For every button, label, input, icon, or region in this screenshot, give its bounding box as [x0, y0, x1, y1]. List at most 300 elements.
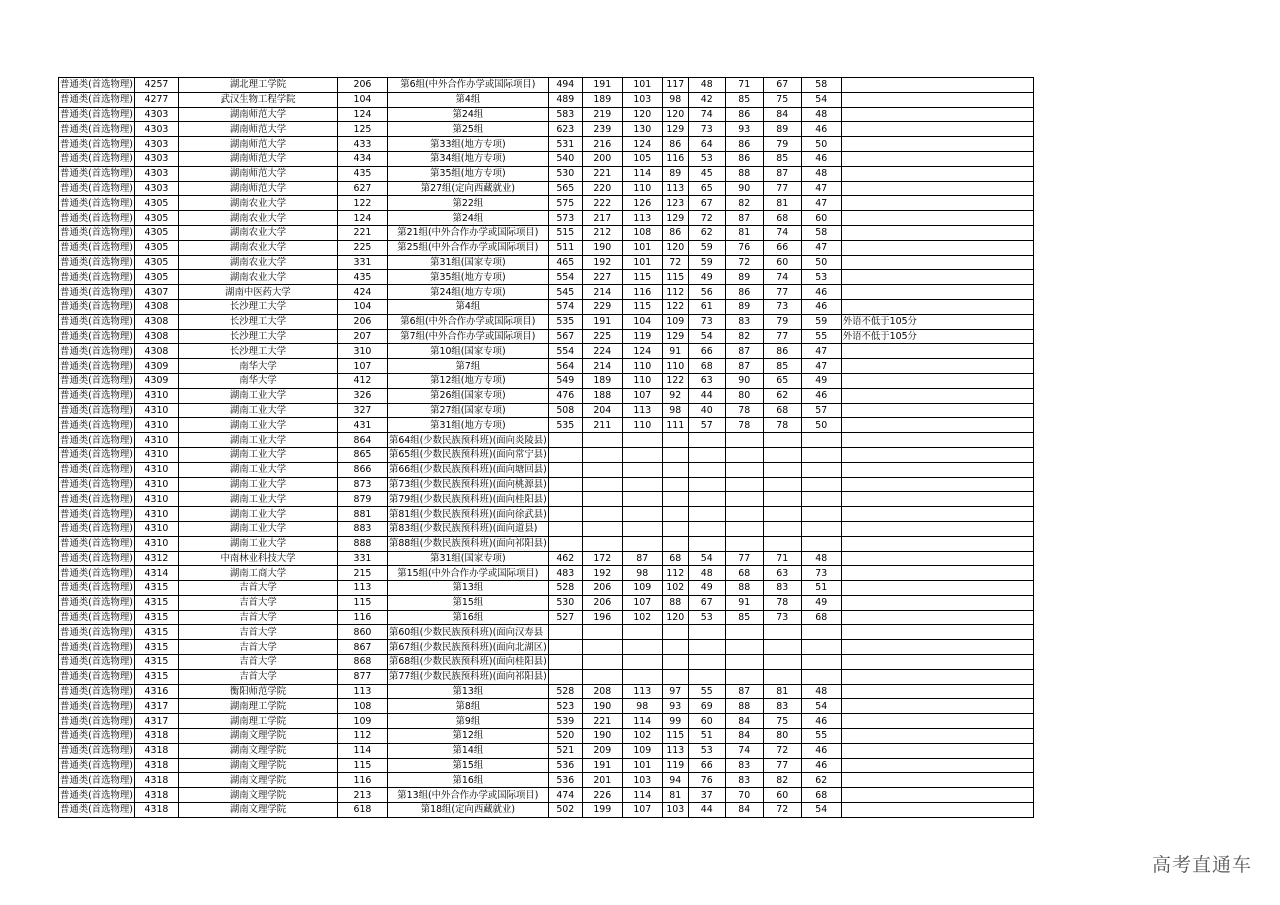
cell-score-4: 81	[662, 788, 688, 803]
cell-total-score: 474	[548, 788, 582, 803]
cell-total-score	[548, 433, 582, 448]
cell-school-code: 4310	[134, 403, 178, 418]
cell-group-code: 879	[337, 492, 387, 507]
cell-score-4: 86	[662, 137, 688, 152]
table-row	[59, 137, 1034, 152]
cell-score-4	[662, 507, 688, 522]
cell-remark: 外语不低于105分	[841, 314, 1033, 329]
cell-chinese-math-eng: 192	[582, 255, 622, 270]
cell-score-6	[725, 433, 763, 448]
cell-score-5: 53	[688, 610, 725, 625]
cell-score-7: 83	[763, 699, 801, 714]
cell-score-3	[622, 536, 662, 551]
cell-remark	[841, 699, 1033, 714]
cell-chinese-math-eng: 191	[582, 314, 622, 329]
cell-score-8	[801, 477, 841, 492]
cell-group-name: 第35组(地方专项)	[387, 166, 548, 181]
table-row	[59, 521, 1034, 536]
cell-chinese-math-eng: 221	[582, 714, 622, 729]
cell-score-3: 108	[622, 225, 662, 240]
cell-group-code: 431	[337, 418, 387, 433]
cell-school-name: 中南林业科技大学	[178, 551, 337, 566]
cell-score-7	[763, 669, 801, 684]
cell-school-name: 湖南农业大学	[178, 211, 337, 226]
cell-group-name: 第4组	[387, 299, 548, 314]
table-row	[59, 225, 1034, 240]
cell-school-code: 4318	[134, 788, 178, 803]
table-row	[59, 344, 1034, 359]
cell-score-4: 119	[662, 758, 688, 773]
cell-total-score: 527	[548, 610, 582, 625]
cell-score-3: 119	[622, 329, 662, 344]
cell-remark	[841, 714, 1033, 729]
table-row	[59, 669, 1034, 684]
cell-total-score	[548, 507, 582, 522]
cell-score-7: 72	[763, 803, 801, 818]
cell-score-3: 110	[622, 418, 662, 433]
cell-group-code: 326	[337, 388, 387, 403]
cell-school-code: 4308	[134, 299, 178, 314]
cell-school-name: 湖南工业大学	[178, 507, 337, 522]
cell-chinese-math-eng: 199	[582, 803, 622, 818]
cell-remark	[841, 507, 1033, 522]
cell-group-name: 第8组	[387, 699, 548, 714]
cell-category: 普通类(首选物理)	[60, 197, 133, 209]
cell-group-code: 873	[337, 477, 387, 492]
cell-school-code: 4315	[134, 640, 178, 655]
cell-score-8: 49	[801, 595, 841, 610]
table-row	[59, 788, 1034, 803]
cell-chinese-math-eng: 191	[582, 758, 622, 773]
cell-score-7: 62	[763, 388, 801, 403]
cell-category: 普通类(首选物理)	[60, 686, 133, 698]
cell-remark	[841, 551, 1033, 566]
cell-school-name: 湖南师范大学	[178, 137, 337, 152]
cell-remark	[841, 299, 1033, 314]
cell-group-name: 第79组(少数民族预科班)(面向桂阳县)	[388, 493, 547, 505]
cell-group-code: 207	[337, 329, 387, 344]
table-row	[59, 803, 1034, 818]
cell-group-code: 124	[337, 211, 387, 226]
cell-score-6	[725, 640, 763, 655]
cell-school-code: 4303	[134, 122, 178, 137]
cell-score-5: 59	[688, 255, 725, 270]
cell-total-score	[548, 655, 582, 670]
cell-school-name: 吉首大学	[178, 610, 337, 625]
cell-total-score: 536	[548, 773, 582, 788]
cell-remark	[841, 388, 1033, 403]
cell-score-5: 56	[688, 285, 725, 300]
cell-school-name: 湖南中医药大学	[178, 285, 337, 300]
table-row	[59, 743, 1034, 758]
cell-group-name: 第7组	[387, 359, 548, 374]
cell-group-code: 115	[337, 758, 387, 773]
cell-school-name: 长沙理工大学	[178, 314, 337, 329]
table-row	[59, 122, 1034, 137]
cell-group-code: 116	[337, 610, 387, 625]
cell-score-4: 117	[662, 78, 688, 93]
cell-score-6: 78	[725, 403, 763, 418]
table-row	[59, 418, 1034, 433]
cell-score-5	[688, 477, 725, 492]
cell-chinese-math-eng: 214	[582, 285, 622, 300]
cell-chinese-math-eng: 229	[582, 299, 622, 314]
cell-score-3: 110	[622, 373, 662, 388]
cell-total-score: 554	[548, 344, 582, 359]
cell-score-4: 72	[662, 255, 688, 270]
cell-remark	[841, 477, 1033, 492]
cell-score-5: 74	[688, 107, 725, 122]
cell-score-4: 102	[662, 581, 688, 596]
cell-score-7: 74	[763, 270, 801, 285]
cell-chinese-math-eng	[582, 640, 622, 655]
cell-category: 普通类(首选物理)	[60, 138, 133, 150]
cell-chinese-math-eng	[582, 625, 622, 640]
cell-score-4: 93	[662, 699, 688, 714]
cell-category: 普通类(首选物理)	[60, 760, 133, 772]
cell-school-name: 湖南文理学院	[178, 729, 337, 744]
cell-remark	[841, 92, 1033, 107]
cell-group-code: 864	[337, 433, 387, 448]
cell-group-name: 第81组(少数民族预科班)(面向徐武县)	[388, 508, 547, 520]
cell-group-code: 627	[337, 181, 387, 196]
cell-category: 普通类(首选物理)	[60, 271, 133, 283]
cell-score-8: 46	[801, 388, 841, 403]
cell-score-7	[763, 507, 801, 522]
cell-score-6: 86	[725, 151, 763, 166]
cell-chinese-math-eng	[582, 536, 622, 551]
cell-group-code: 221	[337, 225, 387, 240]
table-row	[59, 610, 1034, 625]
cell-group-name: 第31组(国家专项)	[387, 255, 548, 270]
cell-group-name: 第18组(定向西藏就业)	[387, 803, 548, 818]
cell-chinese-math-eng: 209	[582, 743, 622, 758]
cell-score-3: 113	[622, 211, 662, 226]
cell-category: 普通类(首选物理)	[60, 286, 133, 298]
cell-school-name: 湖南文理学院	[178, 803, 337, 818]
cell-school-code: 4317	[134, 699, 178, 714]
cell-score-5: 44	[688, 388, 725, 403]
cell-score-3: 98	[622, 699, 662, 714]
cell-score-5: 67	[688, 196, 725, 211]
cell-group-code: 883	[337, 521, 387, 536]
cell-category: 普通类(首选物理)	[60, 523, 133, 535]
cell-school-name: 湖南工业大学	[178, 477, 337, 492]
cell-school-code: 4307	[134, 285, 178, 300]
cell-chinese-math-eng: 189	[582, 373, 622, 388]
cell-remark	[841, 655, 1033, 670]
cell-score-6: 85	[725, 92, 763, 107]
cell-chinese-math-eng	[582, 521, 622, 536]
cell-score-8: 46	[801, 285, 841, 300]
cell-group-code: 115	[337, 595, 387, 610]
cell-group-name: 第22组	[387, 196, 548, 211]
cell-score-3: 109	[622, 743, 662, 758]
cell-remark	[841, 359, 1033, 374]
cell-school-name: 湖南文理学院	[178, 743, 337, 758]
cell-group-name: 第34组(地方专项)	[387, 151, 548, 166]
cell-group-name: 第31组(国家专项)	[387, 551, 548, 566]
cell-category: 普通类(首选物理)	[60, 730, 133, 742]
cell-score-8: 47	[801, 196, 841, 211]
cell-score-3: 104	[622, 314, 662, 329]
cell-score-5: 73	[688, 314, 725, 329]
cell-group-code: 310	[337, 344, 387, 359]
cell-school-name: 湖南农业大学	[178, 196, 337, 211]
cell-group-name: 第27组(国家专项)	[387, 403, 548, 418]
cell-score-3: 107	[622, 388, 662, 403]
cell-total-score: 545	[548, 285, 582, 300]
cell-score-3: 130	[622, 122, 662, 137]
cell-category: 普通类(首选物理)	[60, 538, 133, 550]
cell-total-score	[548, 447, 582, 462]
cell-score-8: 53	[801, 270, 841, 285]
cell-score-6: 86	[725, 137, 763, 152]
cell-total-score: 530	[548, 595, 582, 610]
cell-score-3: 110	[622, 181, 662, 196]
cell-total-score: 515	[548, 225, 582, 240]
cell-category: 普通类(首选物理)	[60, 449, 133, 461]
table-row	[59, 507, 1034, 522]
cell-score-7	[763, 640, 801, 655]
cell-chinese-math-eng: 188	[582, 388, 622, 403]
cell-score-4: 109	[662, 314, 688, 329]
cell-category: 普通类(首选物理)	[60, 597, 133, 609]
cell-group-name: 第25组(中外合作办学或国际项目)	[387, 240, 548, 255]
cell-score-3: 109	[622, 581, 662, 596]
cell-category: 普通类(首选物理)	[60, 256, 133, 268]
cell-score-8: 54	[801, 803, 841, 818]
cell-school-name: 湖北理工学院	[178, 78, 337, 93]
cell-remark	[841, 433, 1033, 448]
cell-score-6: 86	[725, 285, 763, 300]
cell-chinese-math-eng: 220	[582, 181, 622, 196]
watermark-text: 高考直通车	[1151, 854, 1252, 876]
cell-chinese-math-eng: 222	[582, 196, 622, 211]
cell-total-score: 508	[548, 403, 582, 418]
cell-score-8: 60	[801, 211, 841, 226]
cell-group-code: 868	[337, 655, 387, 670]
cell-category: 普通类(首选物理)	[60, 774, 133, 786]
cell-score-8: 58	[801, 225, 841, 240]
cell-school-code: 4305	[134, 211, 178, 226]
cell-score-5	[688, 625, 725, 640]
cell-chinese-math-eng: 191	[582, 78, 622, 93]
cell-school-name: 吉首大学	[178, 625, 337, 640]
cell-group-code: 206	[337, 78, 387, 93]
cell-total-score: 520	[548, 729, 582, 744]
cell-score-5: 49	[688, 581, 725, 596]
cell-score-5: 37	[688, 788, 725, 803]
cell-score-4: 112	[662, 566, 688, 581]
cell-score-4	[662, 462, 688, 477]
table-row	[59, 240, 1034, 255]
cell-category: 普通类(首选物理)	[60, 552, 133, 564]
cell-school-code: 4310	[134, 536, 178, 551]
cell-remark	[841, 462, 1033, 477]
cell-remark	[841, 581, 1033, 596]
cell-total-score	[548, 477, 582, 492]
cell-remark	[841, 610, 1033, 625]
cell-group-code: 881	[337, 507, 387, 522]
cell-remark	[841, 151, 1033, 166]
cell-score-7: 63	[763, 566, 801, 581]
cell-score-5	[688, 433, 725, 448]
cell-score-4: 113	[662, 743, 688, 758]
cell-group-name: 第7组(中外合作办学或国际项目)	[387, 329, 548, 344]
cell-remark	[841, 536, 1033, 551]
cell-score-5: 66	[688, 344, 725, 359]
cell-school-name: 武汉生物工程学院	[178, 92, 337, 107]
cell-category: 普通类(首选物理)	[60, 567, 133, 579]
cell-chinese-math-eng: 192	[582, 566, 622, 581]
table-row	[59, 684, 1034, 699]
cell-school-code: 4310	[134, 521, 178, 536]
cell-score-6	[725, 462, 763, 477]
cell-category: 普通类(首选物理)	[60, 360, 133, 372]
cell-score-4: 94	[662, 773, 688, 788]
cell-score-5	[688, 640, 725, 655]
cell-total-score	[548, 669, 582, 684]
cell-score-4: 129	[662, 211, 688, 226]
cell-school-code: 4303	[134, 107, 178, 122]
cell-group-name: 第10组(国家专项)	[387, 344, 548, 359]
cell-score-8: 48	[801, 166, 841, 181]
cell-chinese-math-eng: 212	[582, 225, 622, 240]
cell-category: 普通类(首选物理)	[60, 745, 133, 757]
cell-chinese-math-eng	[582, 447, 622, 462]
cell-total-score: 573	[548, 211, 582, 226]
cell-score-6: 90	[725, 373, 763, 388]
cell-score-7	[763, 447, 801, 462]
cell-score-8: 49	[801, 373, 841, 388]
cell-score-3	[622, 521, 662, 536]
cell-score-3: 120	[622, 107, 662, 122]
cell-remark	[841, 743, 1033, 758]
cell-category: 普通类(首选物理)	[60, 94, 133, 106]
cell-score-5: 73	[688, 122, 725, 137]
cell-score-5: 54	[688, 329, 725, 344]
cell-school-name: 湖南工商大学	[178, 566, 337, 581]
cell-group-code: 434	[337, 151, 387, 166]
cell-total-score: 575	[548, 196, 582, 211]
table-row	[59, 581, 1034, 596]
table-row	[59, 595, 1034, 610]
cell-score-7: 81	[763, 196, 801, 211]
cell-score-4: 112	[662, 285, 688, 300]
cell-group-code: 213	[337, 788, 387, 803]
cell-remark	[841, 196, 1033, 211]
cell-score-3: 114	[622, 714, 662, 729]
cell-chinese-math-eng: 225	[582, 329, 622, 344]
table-row	[59, 433, 1034, 448]
cell-score-6: 84	[725, 729, 763, 744]
cell-total-score: 521	[548, 743, 582, 758]
cell-category: 普通类(首选物理)	[60, 656, 133, 668]
cell-remark	[841, 122, 1033, 137]
cell-group-code: 867	[337, 640, 387, 655]
cell-score-6: 90	[725, 181, 763, 196]
cell-score-3: 102	[622, 729, 662, 744]
cell-score-4: 122	[662, 373, 688, 388]
cell-remark	[841, 521, 1033, 536]
cell-score-7	[763, 536, 801, 551]
cell-score-4	[662, 521, 688, 536]
cell-score-5: 45	[688, 166, 725, 181]
cell-school-name: 湖南师范大学	[178, 181, 337, 196]
cell-chinese-math-eng: 221	[582, 166, 622, 181]
cell-remark	[841, 403, 1033, 418]
table-row	[59, 758, 1034, 773]
cell-score-5: 59	[688, 240, 725, 255]
cell-school-name: 湖南工业大学	[178, 403, 337, 418]
cell-group-name: 第35组(地方专项)	[387, 270, 548, 285]
cell-group-name: 第65组(少数民族预科班)(面向常宁县)	[388, 449, 547, 461]
cell-score-3: 114	[622, 788, 662, 803]
cell-total-score	[548, 492, 582, 507]
cell-score-4: 98	[662, 403, 688, 418]
cell-school-name: 湖南师范大学	[178, 122, 337, 137]
cell-remark	[841, 758, 1033, 773]
cell-score-8: 48	[801, 551, 841, 566]
table-row	[59, 329, 1034, 344]
cell-score-8: 46	[801, 151, 841, 166]
cell-school-name: 湖南工业大学	[178, 447, 337, 462]
cell-chinese-math-eng: 217	[582, 211, 622, 226]
table-row	[59, 270, 1034, 285]
cell-score-6: 74	[725, 743, 763, 758]
cell-score-4: 88	[662, 595, 688, 610]
cell-group-name: 第68组(少数民族预科班)(面向桂阳县)	[388, 656, 547, 668]
table-row	[59, 388, 1034, 403]
cell-score-5	[688, 447, 725, 462]
cell-school-code: 4310	[134, 388, 178, 403]
cell-school-name: 吉首大学	[178, 669, 337, 684]
cell-chinese-math-eng	[582, 477, 622, 492]
cell-score-4: 120	[662, 610, 688, 625]
cell-score-6: 77	[725, 551, 763, 566]
cell-school-name: 湖南文理学院	[178, 758, 337, 773]
cell-score-3: 103	[622, 773, 662, 788]
cell-chinese-math-eng	[582, 655, 622, 670]
cell-score-3: 113	[622, 403, 662, 418]
cell-score-6: 93	[725, 122, 763, 137]
cell-chinese-math-eng: 200	[582, 151, 622, 166]
cell-chinese-math-eng: 214	[582, 359, 622, 374]
cell-score-8: 62	[801, 773, 841, 788]
cell-score-8	[801, 492, 841, 507]
cell-school-code: 4315	[134, 625, 178, 640]
cell-total-score: 483	[548, 566, 582, 581]
cell-group-name: 第26组(国家专项)	[387, 388, 548, 403]
cell-score-5: 48	[688, 78, 725, 93]
cell-category: 普通类(首选物理)	[60, 182, 133, 194]
cell-score-6	[725, 492, 763, 507]
cell-school-code: 4305	[134, 225, 178, 240]
cell-score-4: 89	[662, 166, 688, 181]
cell-score-5: 65	[688, 181, 725, 196]
cell-score-4: 111	[662, 418, 688, 433]
cell-category: 普通类(首选物理)	[60, 330, 133, 342]
cell-chinese-math-eng: 172	[582, 551, 622, 566]
cell-school-code: 4318	[134, 803, 178, 818]
cell-school-code: 4318	[134, 729, 178, 744]
cell-chinese-math-eng: 190	[582, 240, 622, 255]
cell-school-name: 湖南工业大学	[178, 433, 337, 448]
cell-score-8: 55	[801, 329, 841, 344]
cell-school-name: 湖南农业大学	[178, 240, 337, 255]
cell-score-8	[801, 640, 841, 655]
